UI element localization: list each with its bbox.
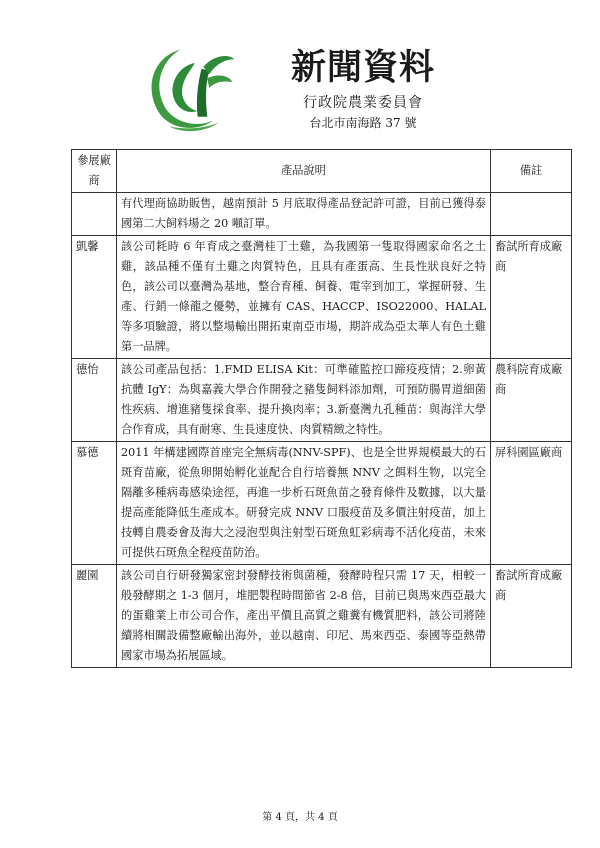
- exhibitor-table: [71, 149, 572, 668]
- table-row: [72, 236, 572, 359]
- table-row: [72, 359, 572, 442]
- row-description: 有代理商協助販售，越南預計 5 月底取得產品登記許可證，目前已獲得泰國第二大飼料場之 20 噸訂單。: [117, 193, 491, 236]
- table-row: [72, 193, 572, 236]
- row-remark: 農科院育成廠商: [491, 359, 572, 442]
- row-vendor: 麗園: [72, 565, 117, 668]
- row-description: 該公司耗時 6 年育成之臺灣桂丁土雞，為我國第一隻取得國家命名之土雞，該品種不僅有土雞之肉質特色，且具有產蛋高、生長性狀良好之特色，該公司以臺灣為基地，整合育種、飼養、電宰到加工，掌握研發、生產、行銷一條龍之優勢，並擁有 CAS、HACCP、ISO22000、HALAL 等多項驗證，將以整場輸出開拓東南亞市場，期許成為亞太華人有色土雞第一品牌。: [117, 236, 491, 359]
- row-vendor: 德怡: [72, 359, 117, 442]
- table-header-row: [72, 150, 572, 193]
- page-footer: 第 4 頁，共 4 頁: [262, 812, 338, 823]
- header-description: 產品說明: [117, 150, 491, 193]
- agency-address: 台北市南海路 37 號: [309, 116, 417, 130]
- table-row: [72, 442, 572, 565]
- row-description: 該公司產品包括：1.FMD ELISA Kit：可準確監控口蹄疫疫情；2.卵黃抗體 IgY：為與嘉義大學合作開發之豬隻飼料添加劑，可預防腸胃道細菌性疾病、增進豬隻採食率、提升換肉率；3.新臺灣九孔種苗：與海洋大學合作育成，具有耐寒、生長速度快、肉質精緻之特性。: [117, 359, 491, 442]
- coa-logo-icon: [142, 40, 238, 136]
- header-vendor: 參展廠商: [72, 150, 117, 193]
- header-remark: 備註: [491, 150, 572, 193]
- row-remark: 屏科園區廠商: [491, 442, 572, 565]
- table-row: [72, 565, 572, 668]
- row-description: 該公司自行研發獨家密封發酵技術與菌種，發酵時程只需 17 天，相較一般發酵期之 1-3 個月，堆肥製程時間節省 2-8 倍，目前已與馬來西亞最大的蛋雞業上市公司合作，產出平價且高質之雞糞有機質肥料，該公司將陸續將相關設備整廠輸出海外，並以越南、印尼、馬來西亞、泰國等亞熱帶國家市場為拓展區域。: [117, 565, 491, 668]
- row-remark: 畜試所育成廠商: [491, 236, 572, 359]
- row-vendor: [72, 193, 117, 236]
- row-vendor: 慕德: [72, 442, 117, 565]
- row-remark: 畜試所育成廠商: [491, 565, 572, 668]
- agency-name: 行政院農業委員會: [303, 95, 423, 111]
- row-description: 2011 年構建國際首座完全無病毒(NNV-SPF)、也是全世界規模最大的石斑育苗廠，從魚卵開始孵化並配合自行培養無 NNV 之餌料生物，以完全隔離多種病毒感染途徑，再進一步析石斑魚苗之發育條件及數據，以大量提高產能降低生產成本。研發完成 NNV 口服疫苗及多價注射疫苗，加上技轉自農委會及海大之浸泡型與注射型石斑魚虹彩病毒不活化疫苗，未來可提供石斑魚全程疫苗防治。: [117, 442, 491, 565]
- row-remark: [491, 193, 572, 236]
- page-title: 新聞資料: [290, 48, 435, 88]
- document-header: [0, 0, 600, 140]
- row-vendor: 凱馨: [72, 236, 117, 359]
